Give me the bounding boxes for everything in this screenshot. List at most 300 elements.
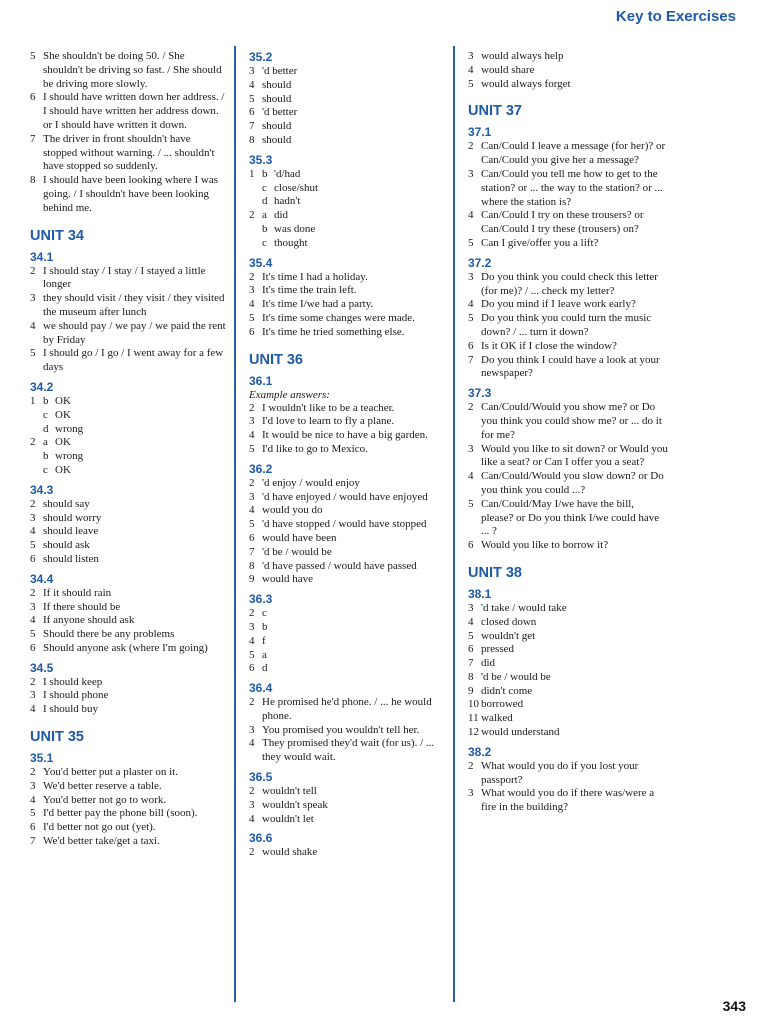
answer-number: 4 [30, 614, 36, 627]
answer-number: 2 [30, 264, 36, 277]
answer-number: 2 [30, 497, 36, 510]
answer-text: should ask [43, 539, 90, 552]
answer-item [249, 477, 443, 491]
answer-item [249, 724, 443, 738]
answer-number: 2 [249, 209, 255, 222]
answer-number: 6 [30, 91, 36, 104]
answer-text: 'd have passed / would have passed [262, 559, 417, 572]
answer-item [30, 614, 226, 628]
answer-item [249, 560, 443, 574]
answer-item [30, 450, 226, 464]
answer-item [249, 532, 443, 546]
answer-number: 3 [468, 167, 474, 180]
exercise-heading: 37.2 [468, 255, 492, 270]
answer-item [249, 649, 443, 663]
answer-item [468, 168, 668, 209]
answer-item [30, 174, 226, 215]
answer-number: 5 [468, 497, 474, 510]
answer-number: 3 [30, 689, 36, 702]
answer-number: 2 [249, 476, 255, 489]
answer-letter: a [43, 436, 48, 449]
answer-item [30, 821, 226, 835]
answer-letter: b [262, 222, 268, 235]
answer-number: 5 [30, 628, 36, 641]
answer-letter: c [262, 236, 267, 249]
answer-text: 'd take / would take [481, 601, 567, 614]
answer-number: 5 [249, 518, 255, 531]
answer-number: 3 [249, 798, 255, 811]
answer-text: You promised you wouldn't tell her. [262, 723, 420, 736]
answer-number: 2 [249, 846, 255, 859]
answer-item [249, 271, 443, 285]
answer-item [468, 498, 668, 539]
unit-heading: UNIT 37 [468, 103, 522, 120]
answer-number: 2 [249, 270, 255, 283]
answer-text: 'd be / would be [262, 545, 332, 558]
answer-text: should [262, 120, 292, 133]
answer-number: 5 [249, 648, 255, 661]
exercise-heading: 37.1 [468, 125, 492, 140]
answer-number: 3 [249, 490, 255, 503]
answer-item [468, 271, 668, 299]
answer-item [468, 140, 668, 168]
answer-text: I should have written down her address. / I should have written her address down. or I should have written it down. [43, 91, 225, 131]
answer-item [249, 621, 443, 635]
page-number: 343 [722, 998, 746, 1014]
answer-text: You'd better not go to work. [43, 793, 167, 806]
answer-item [249, 518, 443, 532]
answer-number: 4 [30, 319, 36, 332]
answer-text: f [262, 634, 266, 647]
answer-text: 'd have stopped / would have stopped [262, 518, 427, 531]
answer-text: It's time the train left. [262, 284, 357, 297]
answer-text: Should anyone ask (where I'm going) [43, 641, 208, 654]
answer-number: 3 [468, 601, 474, 614]
answer-item [30, 512, 226, 526]
exercise-heading: 36.2 [249, 461, 273, 476]
answer-item [249, 846, 443, 860]
answer-text: If there should be [43, 600, 121, 613]
answer-number: 5 [30, 50, 36, 62]
answer-item [468, 237, 668, 251]
answer-text: The driver in front shouldn't have stopped without warning. / ... shouldn't have stopped so suddenly. [43, 132, 215, 173]
answer-item [468, 340, 668, 354]
exercise-heading: 38.2 [468, 744, 492, 759]
answer-text: Do you think I could have a look at your newspaper? [481, 353, 660, 380]
answer-item [468, 539, 668, 553]
answer-item [249, 106, 443, 120]
answer-number: 3 [468, 442, 474, 455]
answer-text: pressed [481, 643, 514, 656]
answer-text: should leave [43, 525, 99, 538]
answer-number: 7 [468, 353, 474, 366]
answer-item [249, 134, 443, 148]
exercise-heading: 36.5 [249, 770, 273, 785]
answer-letter: c [262, 181, 267, 194]
answer-item [30, 628, 226, 642]
answer-text: they should visit / they visit / they visited the museum after lunch [43, 292, 225, 318]
answer-letter: b [43, 450, 49, 463]
answer-number: 7 [30, 132, 36, 145]
answer-item [249, 785, 443, 799]
answer-text: we should pay / we pay / we paid the rent by Friday [43, 319, 226, 346]
unit-heading: UNIT 38 [468, 564, 522, 581]
answer-item [249, 79, 443, 93]
answer-text: did [274, 209, 289, 222]
answer-text: What would you do if there was/were a fire in the building? [481, 787, 655, 814]
answer-number: 4 [249, 298, 255, 311]
answer-text: He promised he'd phone. / ... he would phone. [262, 696, 432, 722]
answer-item [249, 799, 443, 813]
answer-number: 2 [30, 675, 36, 688]
answer-text: would have been [262, 531, 337, 544]
answer-item [30, 265, 226, 293]
answer-text: It's time he tried something else. [262, 325, 405, 338]
answer-number: 2 [249, 401, 255, 414]
answer-number: 6 [249, 106, 255, 119]
answer-text: would always forget [481, 77, 571, 90]
answer-item [30, 498, 226, 512]
answer-text: If it should rain [43, 586, 112, 599]
answer-text: Should there be any problems [43, 628, 175, 641]
answer-number: 4 [468, 209, 474, 222]
answer-item [249, 223, 443, 237]
answer-item [249, 737, 443, 765]
answer-item [30, 539, 226, 553]
answer-number: 5 [468, 236, 474, 249]
answer-text: close/shut [274, 181, 318, 194]
answer-text: Would you like to sit down? or Would you like a seat? or Can I offer you a seat? [481, 442, 668, 469]
answer-number [249, 237, 262, 251]
answer-text: I should buy [43, 703, 98, 716]
answer-item [249, 120, 443, 134]
answer-text: didn't come [481, 684, 533, 697]
answer-item [249, 65, 443, 79]
answer-text: Would you like to borrow it? [481, 539, 609, 552]
answer-number: 2 [30, 766, 36, 779]
column-divider [234, 46, 236, 1002]
answer-number: 4 [249, 504, 255, 517]
exercise-heading: 35.4 [249, 255, 273, 270]
answer-letter: d [262, 195, 268, 208]
answer-text: would always help [481, 50, 564, 62]
answer-text: would you do [262, 504, 323, 517]
answer-number: 8 [249, 133, 255, 146]
answer-text: 'd better [262, 106, 298, 119]
answer-item [249, 284, 443, 298]
answer-text: I'd better pay the phone bill (soon). [43, 807, 198, 820]
answer-item [30, 642, 226, 656]
answer-number: 2 [249, 607, 255, 620]
answer-number: 5 [468, 77, 474, 90]
answer-item [30, 292, 226, 320]
answer-number: 4 [468, 298, 474, 311]
answer-item [249, 607, 443, 621]
answer-item [249, 635, 443, 649]
answer-number: 3 [249, 620, 255, 633]
answer-item [30, 794, 226, 808]
answer-text: 'd be / would be [481, 670, 551, 683]
answer-text: wouldn't speak [262, 798, 328, 811]
answer-item [468, 470, 668, 498]
answer-text: What would you do if you lost your passport? [481, 759, 639, 786]
answer-number: 3 [249, 723, 255, 736]
answer-item [30, 423, 226, 437]
answer-text: wouldn't let [262, 812, 314, 825]
answer-text: If anyone should ask [43, 614, 135, 627]
unit-heading: UNIT 36 [249, 351, 303, 368]
unit-heading: UNIT 34 [30, 227, 84, 244]
answer-text: I should phone [43, 689, 109, 702]
answer-text: 'd better [262, 65, 298, 77]
answer-letter: d [43, 422, 49, 435]
answer-letter: b [262, 167, 268, 180]
answer-text: They promised they'd wait (for us). / ... they would wait. [262, 737, 435, 764]
answer-item [249, 168, 443, 182]
answer-number [249, 223, 262, 237]
answer-text: I wouldn't like to be a teacher. [262, 401, 395, 414]
answer-text: Can/Could I try on these trousers? or Can/Could I try these (trousers) on? [481, 209, 644, 236]
answer-text: It would be nice to have a big garden. [262, 429, 428, 442]
answer-item [30, 464, 226, 478]
answer-item [468, 760, 668, 788]
answer-number: 4 [249, 634, 255, 647]
exercise-heading: 34.3 [30, 482, 54, 497]
answer-column-left [30, 50, 226, 849]
answer-letter: c [43, 408, 48, 421]
answer-number: 2 [468, 401, 474, 414]
answer-item [468, 698, 668, 712]
answer-item [30, 395, 226, 409]
answer-number [30, 409, 43, 423]
answer-text: OK [55, 463, 71, 476]
answer-item [30, 835, 226, 849]
answer-item [468, 643, 668, 657]
column-divider [453, 46, 455, 1002]
answer-item [30, 780, 226, 794]
answer-text: a [262, 648, 267, 661]
answer-number: 7 [30, 835, 36, 848]
answer-number: 4 [468, 63, 474, 76]
answer-item [30, 409, 226, 423]
answer-text: Can I give/offer you a lift? [481, 236, 599, 249]
answer-number: 4 [249, 429, 255, 442]
answer-text: d [262, 662, 268, 675]
answer-item [468, 354, 668, 382]
answer-text: Can/Could I leave a message (for her)? or Can/Could you give her a message? [481, 140, 666, 167]
exercise-heading: 36.6 [249, 831, 273, 846]
answer-item [249, 662, 443, 676]
answer-text: was done [274, 222, 316, 235]
answer-item [30, 91, 226, 132]
answer-item [249, 298, 443, 312]
answer-text: Do you think you could turn the music down? / ... turn it down? [481, 312, 652, 338]
answer-number: 3 [30, 292, 36, 305]
answer-number [249, 195, 262, 209]
answer-item [249, 402, 443, 416]
answer-text: It's time I had a holiday. [262, 270, 368, 283]
answer-item [468, 787, 668, 815]
answer-text: I'd love to learn to fly a plane. [262, 415, 395, 428]
answer-text: You'd better put a plaster on it. [43, 766, 178, 779]
exercise-heading: 35.1 [30, 751, 54, 766]
answer-item [249, 504, 443, 518]
answer-number: 8 [30, 174, 36, 187]
answer-number [30, 450, 43, 464]
answer-text: should [262, 78, 292, 91]
answer-number: 5 [30, 539, 36, 552]
answer-text: I should have been looking where I was going. / I shouldn't have been looking behind me. [43, 174, 219, 214]
answer-item [30, 436, 226, 450]
answer-text: c [262, 607, 267, 620]
answer-text: I should go / I go / I went away for a few days [43, 347, 224, 374]
answer-number: 2 [468, 140, 474, 153]
answer-text: We'd better reserve a table. [43, 779, 162, 792]
exercise-heading: 34.2 [30, 379, 54, 394]
answer-number: 5 [30, 347, 36, 360]
answer-text: should worry [43, 511, 102, 524]
answer-number: 5 [249, 92, 255, 105]
answer-item [30, 133, 226, 174]
answer-text: 'd have enjoyed / would have enjoyed [262, 490, 428, 503]
answer-number: 3 [468, 50, 474, 62]
answer-text: OK [55, 394, 71, 407]
exercise-heading: 38.1 [468, 586, 492, 601]
answer-text: Can/Could/Would you slow down? or Do you think you could ...? [481, 470, 664, 496]
answer-number: 6 [468, 643, 474, 656]
answer-number: 2 [249, 696, 255, 709]
answer-number: 12 [468, 726, 479, 739]
answer-item [30, 703, 226, 717]
answer-item [468, 671, 668, 685]
answer-number: 1 [30, 394, 36, 407]
answer-number: 4 [468, 470, 474, 483]
answer-number: 4 [30, 525, 36, 538]
answer-text: would shake [262, 846, 318, 859]
answer-number: 6 [249, 531, 255, 544]
answer-item [468, 630, 668, 644]
answer-number: 10 [468, 698, 479, 711]
answer-item [30, 525, 226, 539]
answer-number: 4 [249, 812, 255, 825]
answer-number: 7 [468, 657, 474, 670]
answer-text: I should stay / I stay / I stayed a little longer [43, 264, 206, 291]
answer-text: She shouldn't be doing 50. / She shouldn't be driving so fast. / She should be driving more slowly. [43, 50, 222, 90]
answer-item [30, 320, 226, 348]
answer-item [249, 195, 443, 209]
answer-item [30, 689, 226, 703]
answer-number: 6 [468, 539, 474, 552]
answer-text: walked [481, 712, 513, 725]
exercise-heading: 34.1 [30, 249, 54, 264]
answer-item [468, 616, 668, 630]
answer-item [468, 209, 668, 237]
answer-item [468, 298, 668, 312]
answer-item [468, 312, 668, 340]
answer-number: 5 [468, 312, 474, 325]
answer-item [249, 93, 443, 107]
answer-item [249, 813, 443, 827]
answer-item [249, 237, 443, 251]
answer-text: wrong [55, 422, 84, 435]
answer-text: wouldn't get [481, 629, 536, 642]
answer-text: wrong [55, 450, 84, 463]
answer-text: should listen [43, 552, 99, 565]
answer-number: 9 [249, 573, 255, 586]
answer-number: 6 [30, 821, 36, 834]
answer-column-middle [249, 50, 443, 860]
answer-text: I'd better not go out (yet). [43, 821, 156, 834]
answer-letter: c [43, 463, 48, 476]
example-note: Example answers: [249, 388, 330, 401]
answer-number: 4 [249, 737, 255, 750]
answer-item [468, 657, 668, 671]
answer-number: 11 [468, 712, 479, 725]
answer-item [468, 685, 668, 699]
exercise-heading: 36.1 [249, 373, 273, 388]
answer-number: 7 [249, 545, 255, 558]
answer-item [30, 766, 226, 780]
answer-letter: b [43, 394, 49, 407]
answer-item [249, 182, 443, 196]
answer-text: b [262, 620, 268, 633]
answer-text: It's time I/we had a party. [262, 298, 374, 311]
exercise-heading: 36.4 [249, 681, 273, 696]
answer-text: would share [481, 63, 535, 76]
answer-item [249, 209, 443, 223]
answer-number: 4 [468, 615, 474, 628]
exercise-heading: 37.3 [468, 386, 492, 401]
answer-text: OK [55, 408, 71, 421]
answer-item [249, 326, 443, 340]
answer-number: 5 [249, 311, 255, 324]
answer-text: would have [262, 573, 314, 586]
answer-number: 3 [468, 270, 474, 283]
answer-number: 3 [30, 511, 36, 524]
answer-number: 6 [249, 325, 255, 338]
answer-number: 6 [30, 641, 36, 654]
answer-text: should [262, 92, 292, 105]
unit-heading: UNIT 35 [30, 729, 84, 746]
answer-number: 1 [249, 167, 255, 180]
answer-number: 2 [30, 436, 36, 449]
answer-item [30, 676, 226, 690]
answer-text: Do you think you could check this letter (for me)? / ... check my letter? [481, 270, 658, 297]
answer-letter: a [262, 209, 267, 222]
answer-number: 5 [249, 442, 255, 455]
answer-number: 5 [30, 807, 36, 820]
answer-item [468, 726, 668, 740]
exercise-heading: 34.4 [30, 571, 54, 586]
answer-item [468, 78, 668, 92]
answer-item [468, 712, 668, 726]
answer-text: I'd like to go to Mexico. [262, 442, 368, 455]
answer-number: 3 [30, 600, 36, 613]
answer-item [468, 64, 668, 78]
answer-item [249, 546, 443, 560]
page-header-title: Key to Exercises [615, 8, 736, 25]
answer-item [468, 401, 668, 442]
answer-number: 4 [249, 78, 255, 91]
answer-number: 8 [468, 670, 474, 683]
answer-item [30, 587, 226, 601]
answer-number: 2 [468, 759, 474, 772]
answer-text: It's time some changes were made. [262, 311, 415, 324]
answer-text: Can/Could/Would you show me? or Do you think you could show me? or ... do it for me? [481, 401, 662, 441]
answer-column-right [468, 50, 668, 815]
answer-item [249, 429, 443, 443]
answer-text: Is it OK if I close the window? [481, 339, 617, 352]
